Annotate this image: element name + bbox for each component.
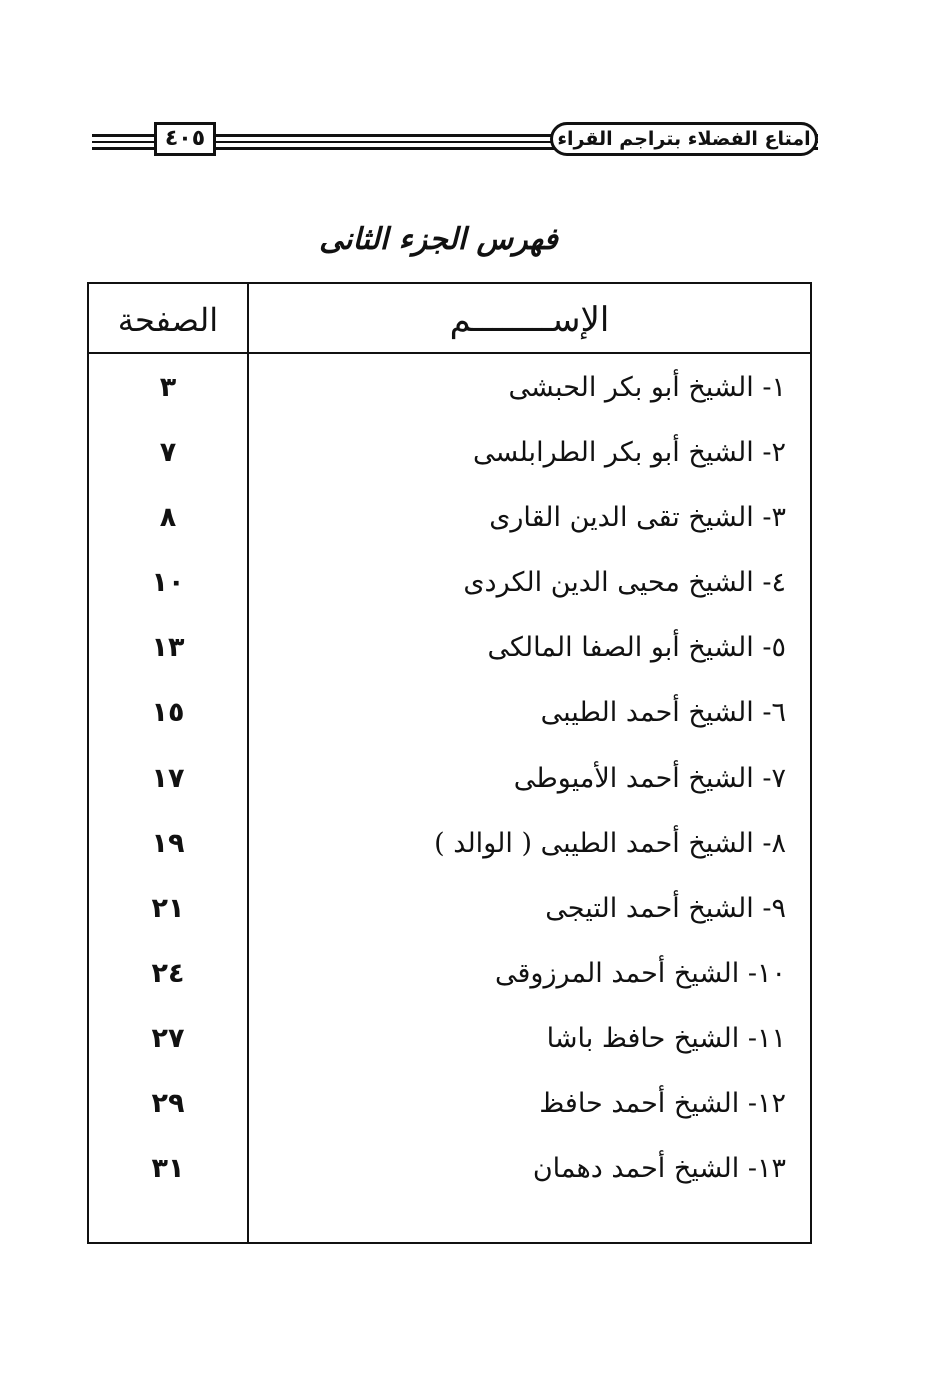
entry-name: ٩- الشيخ أحمد التيجى xyxy=(545,892,786,924)
entry-name: ٣- الشيخ تقى الدين القارى xyxy=(489,502,786,534)
table-row xyxy=(89,745,810,810)
table-row xyxy=(89,549,810,614)
table-row xyxy=(89,484,810,549)
entry-name: ٥- الشيخ أبو الصفا المالكى xyxy=(487,632,786,664)
entry-name: ١١- الشيخ حافظ باشا xyxy=(546,1022,786,1054)
entry-name: ١٣- الشيخ أحمد دهمان xyxy=(532,1153,786,1185)
table-row xyxy=(89,1005,810,1070)
table-row xyxy=(89,354,810,419)
entry-page: ٢٩ xyxy=(151,1088,185,1120)
entry-page: ٢٤ xyxy=(151,957,185,989)
entry-page: ٢١ xyxy=(151,892,185,924)
entry-name: ٦- الشيخ أحمد الطيبى xyxy=(540,697,786,729)
page-number: ٤٠٥ xyxy=(154,122,216,156)
entry-page: ٣١ xyxy=(151,1153,185,1185)
entry-name: ٧- الشيخ أحمد الأميوطى xyxy=(513,762,786,794)
entry-name: ١- الشيخ أبو بكر الحبشى xyxy=(508,372,786,403)
entry-page: ١٧ xyxy=(151,762,185,794)
page-title: فهرس الجزء الثانى xyxy=(319,222,558,257)
entry-page: ١٠ xyxy=(151,567,185,599)
table-row xyxy=(89,1070,810,1135)
entry-name: ٢- الشيخ أبو بكر الطرابلسى xyxy=(473,437,786,469)
entry-page: ٢٧ xyxy=(151,1022,185,1054)
column-header-page: الصفحة xyxy=(117,301,219,339)
entry-name: ٨- الشيخ أحمد الطيبى ( الوالد ) xyxy=(434,827,786,859)
table-row xyxy=(89,614,810,679)
entry-page: ١٩ xyxy=(151,827,185,859)
entry-name: ٤- الشيخ محيى الدين الكردى xyxy=(463,567,786,599)
table-row xyxy=(89,810,810,875)
entry-name: ١٠- الشيخ أحمد المرزوقى xyxy=(495,957,786,989)
table-row xyxy=(89,419,810,484)
table-row xyxy=(89,1135,810,1200)
entry-page: ١٣ xyxy=(151,632,185,664)
entry-page: ١٥ xyxy=(151,697,185,729)
table-row xyxy=(89,679,810,744)
entry-name: ١٢- الشيخ أحمد حافظ xyxy=(539,1088,786,1120)
entry-page: ٣ xyxy=(159,372,177,403)
table-row xyxy=(89,875,810,940)
entry-page: ٨ xyxy=(159,502,177,534)
column-header-name: الإســــــــم xyxy=(449,300,610,340)
running-header xyxy=(92,120,818,162)
entries-list xyxy=(89,354,810,1200)
book-title: امتاع الفضلاء بتراجم القراء xyxy=(550,122,818,156)
index-table xyxy=(87,282,812,1244)
entry-page: ٧ xyxy=(159,437,177,469)
table-row xyxy=(89,940,810,1005)
